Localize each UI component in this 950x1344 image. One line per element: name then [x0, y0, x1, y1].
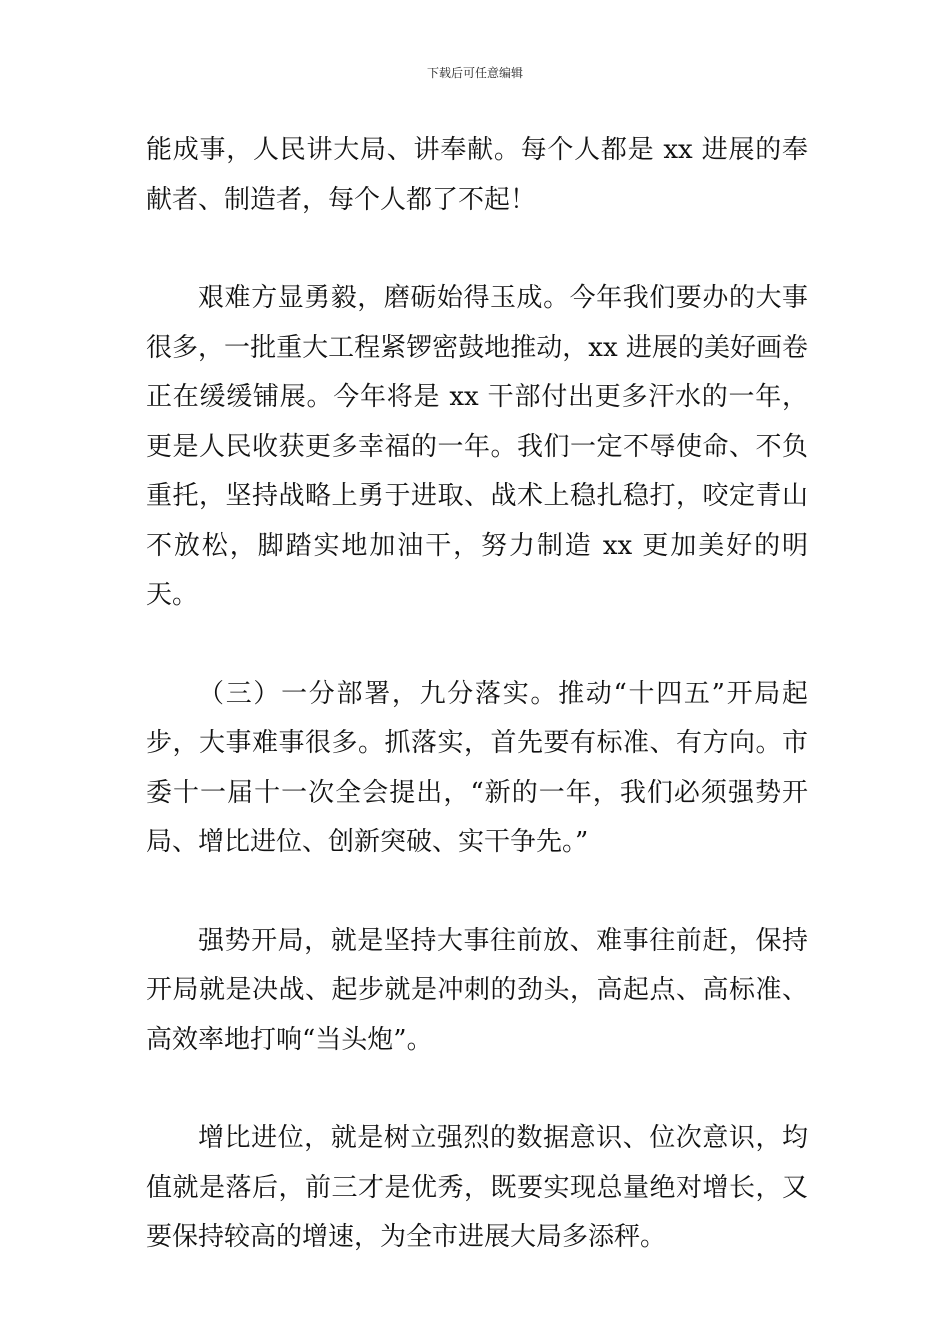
paragraph-2: 艰难方显勇毅，磨砺始得玉成。今年我们要办的大事很多，一批重大工程紧锣密鼓地推动，xx 进展的美好画卷正在缓缓铺展。今年将是 xx 干部付出更多汗水的一年，更是人民收获更多幸福的一年。我们一定不辱使命、不负重托，坚持战略上勇于进取、战术上稳扎稳打，咬定青山不放松，脚踏实地加油干，努力制造 xx 更加美好的明天。 — [146, 283, 808, 610]
paragraph-5: 增比进位，就是树立强烈的数据意识、位次意识，均值就是落后，前三才是优秀，既要实现总量绝对增长，又要保持较高的增速，为全市进展大局多添秤。 — [146, 1123, 808, 1252]
document-body — [146, 126, 808, 1263]
paragraph-4: 强势开局，就是坚持大事往前放、难事往前赶，保持开局就是决战、起步就是冲刺的劲头，高起点、高标准、高效率地打响“当头炮”。 — [146, 925, 808, 1055]
paragraph-1: 能成事，人民讲大局、讲奉献。每个人都是 xx 进展的奉献者、制造者，每个人都了不起！ — [146, 135, 808, 215]
page-header: 下载后可任意编辑 — [426, 66, 523, 80]
paragraph-3: （三）一分部署，九分落实。推动“十四五”开局起步，大事难事很多。抓落实，首先要有标准、有方向。市委十一届十一次全会提出，“新的一年，我们必须强势开局、增比进位、创新突破、实干争先。” — [146, 678, 808, 857]
